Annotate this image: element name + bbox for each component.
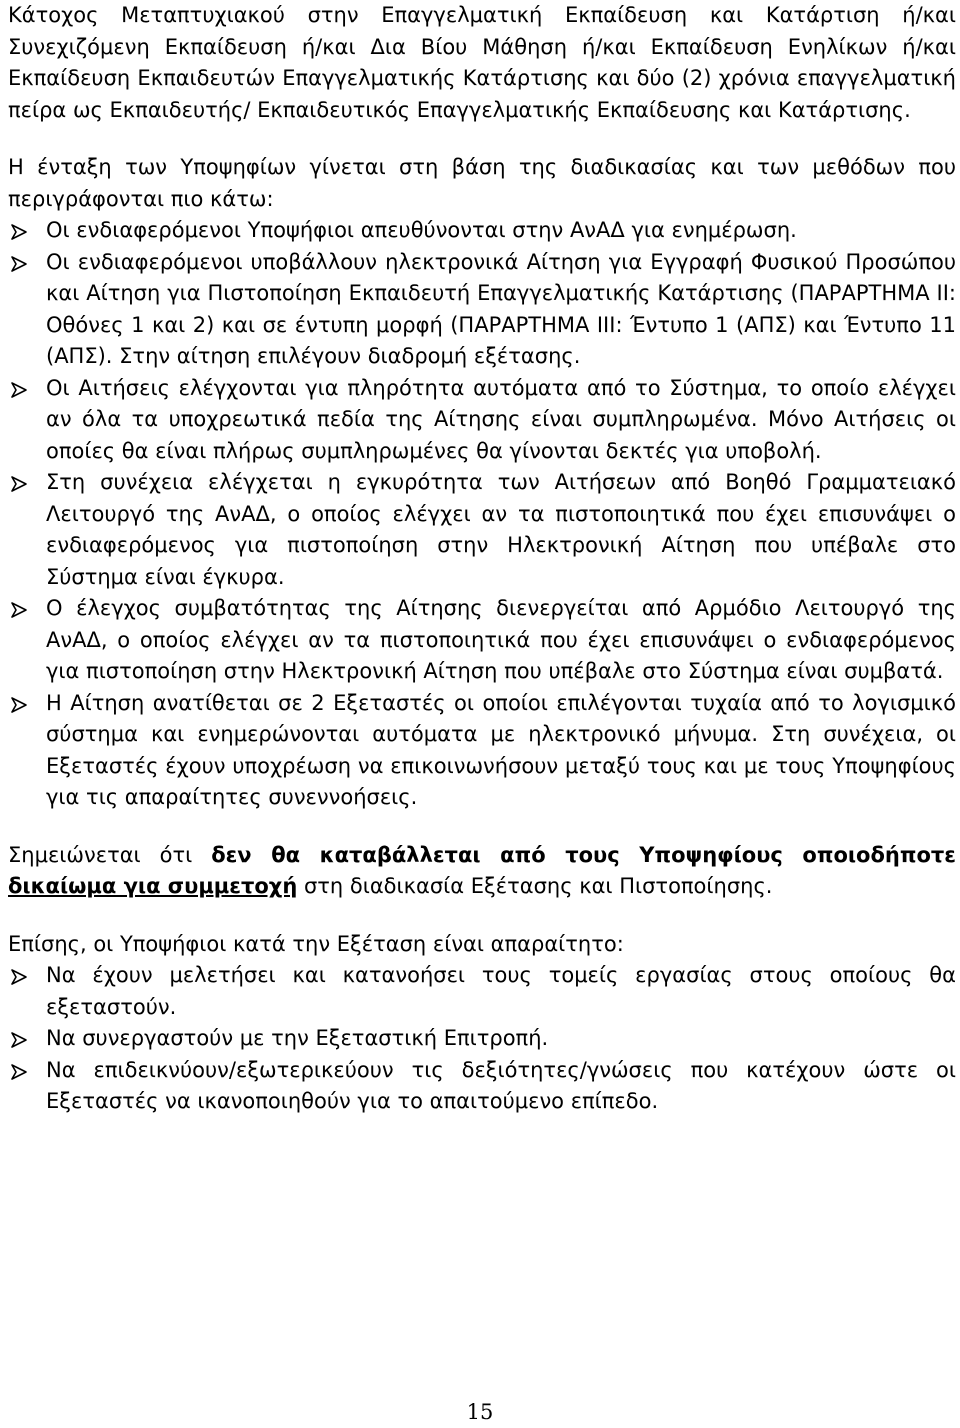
requirements-intro: Επίσης, οι Υποψήφιοι κατά την Εξέταση είναι απαραίτητο: (8, 931, 624, 956)
arrow-bullet-icon (10, 968, 28, 986)
requirement-item-text: Να επιδεικνύουν/εξωτερικεύουν τις δεξιότητες/γνώσεις που κατέχουν ώστε οι Εξεταστές να ικανοποιηθούν για το απαιτούμενο επίπεδο. (46, 1057, 956, 1113)
procedure-item (8, 215, 956, 247)
procedure-item-text: Οι Αιτήσεις ελέγχονται για πληρότητα αυτόματα από το Σύστημα, το οποίο ελέγχει αν όλα τα υποχρεωτικά πεδία της Αίτησης είναι συμπληρωμένα. Μόνο Αιτήσεις οι οποίες θα είναι πλήρως συμπληρωμένες θα γίνονται δεκτές για υποβολή. (46, 375, 956, 463)
requirement-item-text: Να έχουν μελετήσει και κατανοήσει τους τομείς εργασίας στους οποίους θα εξεταστούν. (46, 963, 956, 1019)
arrow-bullet-icon (10, 381, 28, 399)
procedure-item (8, 247, 956, 373)
note-suffix: στη διαδικασία Εξέτασης και Πιστοποίησης. (297, 874, 773, 898)
requirement-item (8, 960, 956, 1023)
requirement-item (8, 1023, 956, 1055)
arrow-bullet-icon (10, 1063, 28, 1081)
arrow-bullet-icon (10, 223, 28, 241)
note-prefix: Σημειώνεται ότι (8, 842, 212, 867)
procedure-item-text: Οι ενδιαφερόμενοι Υποψήφιοι απευθύνονται στην ΑνΑΔ για ενημέρωση. (46, 218, 797, 242)
arrow-bullet-icon (10, 1031, 28, 1049)
procedure-item-text: Ο έλεγχος συμβατότητας της Αίτησης διενεργείται από Αρμόδιο Λειτουργό της ΑνΑΔ, ο οποίος ελέγχει αν τα πιστοποιητικά που έχει επισυνάψει ο ενδιαφερόμενος για πιστοποίηση στην Ηλεκτρονική Αίτηση που υπέβαλε στο Σύστημα είναι συμβατά. (46, 596, 956, 683)
procedure-item (8, 593, 956, 688)
procedure-item-text: Η Αίτηση ανατίθεται σε 2 Εξεταστές οι οποίοι επιλέγονται τυχαία από το λογισμικό σύστημα και ενημερώνονται αυτόματα με ηλεκτρονικό μήνυμα. Στη συνέχεια, οι Εξεταστές έχουν υποχρέωση να επικοινωνήσουν μεταξύ τους και με τους Υποψηφίους για τις απαραίτητες συνεννοήσεις. (46, 690, 956, 809)
procedure-item-text: Οι ενδιαφερόμενοι υποβάλλουν ηλεκτρονικά Αίτηση για Εγγραφή Φυσικού Προσώπου και Αίτηση για Πιστοποίηση Εκπαιδευτή Επαγγελματικής Κατάρτισης (ΠΑΡΑΡΤΗΜΑ ΙΙ: Οθόνες 1 και 2) και σε έντυπη μορφή (ΠΑΡΑΡΤΗΜΑ ΙΙΙ: Έντυπο 1 (ΑΠΣ) και Έντυπο 11 (ΑΠΣ). Στην αίτηση επιλέγουν διαδρομή εξέτασης. (46, 249, 956, 368)
note-bold-line-1: δεν θα καταβάλλεται από τους Υποψηφίους οποιοδήποτε (211, 842, 956, 867)
procedure-item (8, 688, 956, 814)
note-bold-underlined: δικαίωμα για συμμετοχή (8, 874, 298, 898)
note-paragraph (8, 840, 956, 903)
requirement-item-text: Να συνεργαστούν με την Εξεταστική Επιτροπή. (46, 1026, 549, 1050)
requirement-item (8, 1055, 956, 1118)
arrow-bullet-icon (10, 475, 28, 493)
procedure-item (8, 373, 956, 468)
procedure-item (8, 467, 956, 593)
page-number: 15 (466, 1400, 494, 1424)
intro-paragraph: Κάτοχος Μεταπτυχιακού στην Επαγγελματική Εκπαίδευση και Κατάρτιση ή/και Συνεχιζόμενη Εκπαίδευση ή/και Δια Βίου Μάθηση ή/και Εκπαίδευση Ενηλίκων ή/και Εκπαίδευση Εκπαιδευτών Επαγγελματικής Κατάρτισης και δύο (2) χρόνια επαγγελματική πείρα ως Εκπαιδευτής/ Εκπαιδευτικός Επαγγελματικής Εκπαίδευσης και Κατάρτισης. (8, 3, 956, 122)
procedure-item-text: Στη συνέχεια ελέγχεται η εγκυρότητα των Αιτήσεων από Βοηθό Γραμματειακό Λειτουργό της ΑνΑΔ, ο οποίος ελέγχει αν τα πιστοποιητικά που έχει επισυνάψει ο ενδιαφερόμενος για πιστοποίηση στην Ηλεκτρονική Αίτηση που υπέβαλε στο Σύστημα είναι έγκυρα. (46, 470, 956, 589)
arrow-bullet-icon (10, 696, 28, 714)
arrow-bullet-icon (10, 255, 28, 273)
integration-paragraph: Η ένταξη των Υποψηφίων γίνεται στη βάση της διαδικασίας και των μεθόδων που περιγράφονται πιο κάτω: (8, 155, 956, 211)
arrow-bullet-icon (10, 601, 28, 619)
procedure-list (8, 215, 956, 814)
document-page (8, 0, 956, 1118)
requirements-list (8, 960, 956, 1118)
